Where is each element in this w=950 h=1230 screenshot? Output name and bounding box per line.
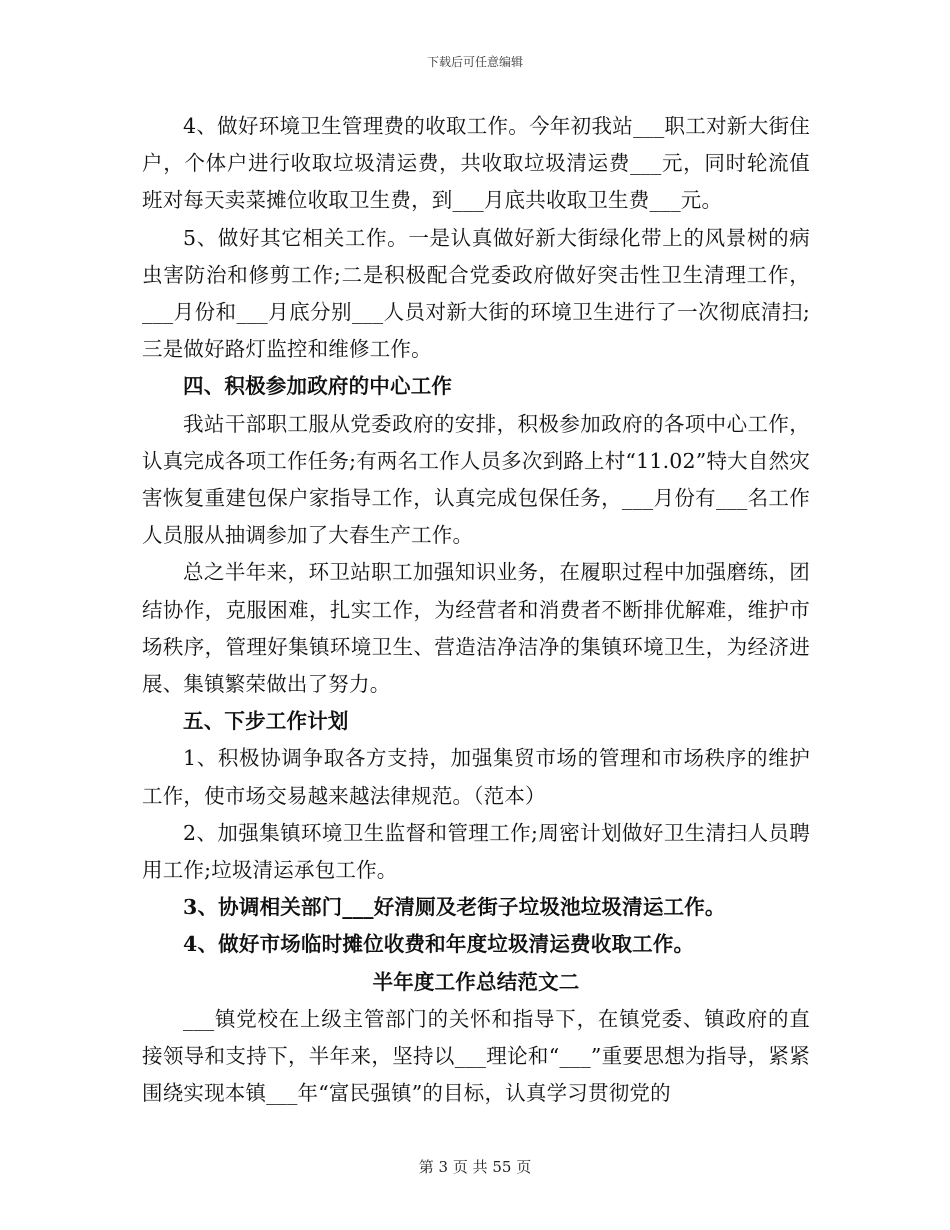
paragraph-central-work: 我站干部职工服从党委政府的安排，积极参加政府的各项中心工作，认真完成各项工作任务;有两名工作人员多次到路上村“11.02”特大自然灾害恢复重建包保户家指导工作，认真完成包保任务，___月份有___名工作人员服从抽调参加了大春生产工作。 bbox=[142, 411, 810, 548]
section-heading-4: 四、积极参加政府的中心工作 bbox=[183, 374, 453, 399]
paragraph-sample-two: ___镇党校在上级主管部门的关怀和指导下，在镇党委、镇政府的直接领导和支持下，半年来，坚持以___理论和“___”重要思想为指导，紧紧围绕实现本镇___年“富民强镇”的目标，认真学习贯彻党的 bbox=[142, 1006, 810, 1106]
document-body bbox=[142, 108, 810, 1112]
sample-two-title: 半年度工作总结范文二 bbox=[372, 969, 580, 994]
plan-item-2: 2、加强集镇环境卫生监督和管理工作;周密计划做好卫生清扫人员聘用工作;垃圾清运承包工作。 bbox=[142, 820, 810, 883]
paragraph-item-5: 5、做好其它相关工作。一是认真做好新大街绿化带上的风景树的病虫害防治和修剪工作;二是积极配合党委政府做好突击性卫生清理工作，___月份和___月底分别___人员对新大街的环境卫生进行了一次彻底清扫;三是做好路灯监控和维修工作。 bbox=[142, 225, 810, 362]
paragraph-item-4: 4、做好环境卫生管理费的收取工作。今年初我站___职工对新大街住户，个体户进行收取垃圾清运费，共收取垃圾清运费___元，同时轮流值班对每天卖菜摊位收取卫生费，到___月底共收取卫生费___元。 bbox=[142, 114, 810, 213]
page-header: 下载后可任意编辑 bbox=[426, 55, 523, 69]
plan-item-1: 1、积极协调争取各方支持，加强集贸市场的管理和市场秩序的维护工作，使市场交易越来越法律规范。（范本） bbox=[142, 746, 810, 808]
section-heading-5: 五、下步工作计划 bbox=[183, 709, 349, 734]
page-footer: 第 3 页 共 55 页 bbox=[418, 1158, 532, 1176]
plan-item-3: 3、协调相关部门___好清厕及老街子垃圾池垃圾清运工作。 bbox=[183, 895, 726, 920]
paragraph-summary: 总之半年来，环卫站职工加强知识业务，在履职过程中加强磨练，团结协作，克服困难，扎实工作，为经营者和消费者不断排优解难，维护市场秩序，管理好集镇环境卫生、营造洁净洁净的集镇环境卫生，为经济进展、集镇繁荣做出了努力。 bbox=[142, 560, 810, 697]
plan-item-4: 4、做好市场临时摊位收费和年度垃圾清运费收取工作。 bbox=[183, 932, 695, 957]
